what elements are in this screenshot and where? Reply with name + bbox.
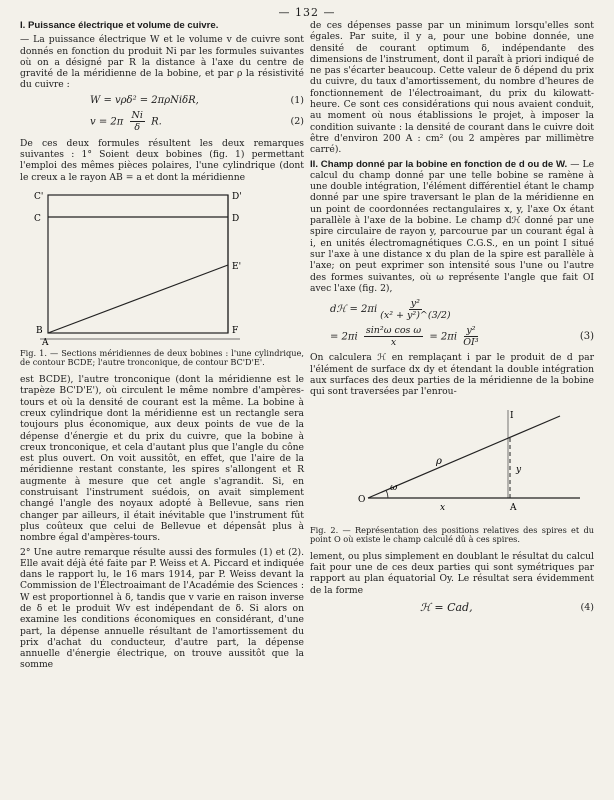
label-d: D xyxy=(232,213,240,224)
formula-2-number: (2) xyxy=(290,116,304,128)
formula-1-number: (1) xyxy=(290,94,304,106)
outer-rectangle xyxy=(48,195,228,333)
formula-3-fraction-1: $\frac{\text{y²}}{\text{(x² + y²)\textasciicircum{}(3/2)}}$ xyxy=(380,298,451,322)
label-x: x xyxy=(440,502,446,513)
paragraph: — La puissance électrique W et le volume v de cuivre sont donnés en fonction du produit Ni par les formules suivantes où on a désigné par R la distance à l'axe du centre de gravité de la méridienne de la bobine, et par ρ la résistivité du cuivre : xyxy=(20,34,304,91)
formula-4-number: (4) xyxy=(580,601,594,613)
omega-arc xyxy=(386,490,388,498)
formula-1-body: W = vρδ² = 2πρNiδR, xyxy=(90,94,199,106)
formula-2-fraction: $\frac{Ni}{\delta}$ xyxy=(131,110,143,134)
figure-2-diagram xyxy=(310,402,594,522)
label-a: A xyxy=(510,502,517,513)
formula-3-fraction-3: $\frac{\text{y²}}{\text{OI³}}$ xyxy=(463,324,479,349)
formula-3-eq2: = 2πi xyxy=(330,331,358,343)
paragraph: 2° Une autre remarque résulte aussi des formules (1) et (2). Elle avait déjà été faite par P. Weiss et A. Piccard et indiquée dans le rapport lu, le 16 mars 1914, par P. Weiss devant la Commission de l'Électroaimant de l'Académie des Sciences : W est proportionnel à δ, tandis que v varie en raison inverse de δ et le produit Wv est indépendant de δ. Si alors on examine les conditions économiques en considérant, d'une part, la dépense annuelle résultant de l'amortissement du prix d'achat du conducteur, d'autre part, la dépense annuelle d'énergie électrique, on trouve aussitôt que la somme xyxy=(20,546,304,671)
label-f: F xyxy=(232,325,239,336)
formula-1 xyxy=(20,95,304,106)
formula-4 xyxy=(310,602,594,613)
label-o: O xyxy=(358,494,366,505)
label-d-prime: D' xyxy=(232,191,242,202)
formula-3 xyxy=(330,298,594,348)
formula-3-eq3: = 2πi xyxy=(429,331,458,343)
label-e-prime: E' xyxy=(232,261,242,272)
formula-2-lhs: v = 2π xyxy=(90,116,124,128)
figure-1-caption: Fig. 1. — Sections méridiennes de deux bobines : l'une cylindrique, de contour BCDE; l'autre tronconique, de contour BC'D'E'. xyxy=(20,347,304,368)
formula-2 xyxy=(20,110,304,134)
label-c-prime: C' xyxy=(34,191,44,202)
paragraph: De ces deux formules résultent les deux remarques suivantes : 1° Soient deux bobines (fig. 1) permettant l'emploi des mêmes pièces polaires, l'une cylindrique (dont le creux a le rayon AB = a et dont la méridienne xyxy=(20,137,304,183)
label-rho: ρ xyxy=(436,455,442,467)
section-heading-1: I. Puissance électrique et volume de cuivre. xyxy=(20,20,219,31)
formula-3-lhs: dℋ = 2πi xyxy=(330,304,378,316)
paragraph: est BCDE), l'autre tronconique (dont la méridienne est le trapèze BC'D'E'), où circulent le même nombre d'ampères-tours et où la densité de courant est la même. La bobine à creux cylindrique dont la méridienne est un rectangle sera toujours plus économique, aux deux points de vue de la dépense d'énergie et du prix du cuivre, que la bobine à creux tronconique, et cela d'autant plus que l'angle du cône est plus ouvert. On voit aussitôt, en effet, que l'aire de la méridienne restant constante, les spires s'allongent et R augmente à mesure que cet angle s'agrandit. Si, en construisant l'instrument suédois, on avait simplement changé l'angle des noyaux adopté à Bellevue, sans rien changer par ailleurs, il était inévitable que l'instrument fût plus coûteux que celui de Bellevue et dépensât plus à nombre égal d'ampères-tours. xyxy=(20,374,304,544)
label-y: y xyxy=(516,464,522,475)
page-number: — 132 — xyxy=(278,6,336,19)
label-i: I xyxy=(510,410,514,421)
paragraph: de ces dépenses passe par un minimum lorsqu'elles sont égales. Par suite, il y a, pour une bobine donnée, une densité de courant optimum δ, indépendante des dimensions de l'instrument, dont il paraît à priori indiqué de ne pas s'écarter beaucoup. Cette valeur de δ dépend du prix du cuivre, du taux d'amortissement, du nombre d'heures de fonctionnement de l'électroaimant, du prix du kilowatt-heure. Ce sont ces considérations qui nous avaient conduit, au moment où nous établissions le projet, à imposer la condition suivante : la densité de courant dans le cuivre doit être d'environ 200 A : cm² (ou 2 ampères par millimètre carré). xyxy=(310,20,594,156)
left-column xyxy=(20,20,304,674)
label-a: A xyxy=(42,337,49,345)
formula-4-body: ℋ = Cad, xyxy=(420,600,473,614)
label-omega: ω xyxy=(390,482,398,493)
paragraph: lement, ou plus simplement en doublant le résultat du calcul fait pour une de ces deux parties qui sont symétriques par rapport au plan équatorial Oy. Le résultat sera évidemment de la forme xyxy=(310,550,594,596)
formula-3-fraction-2: $\frac{\text{sin²ω cos ω}}{x}$ xyxy=(365,324,422,349)
formula-2-rhs: R. xyxy=(151,116,162,128)
figure-2-caption: Fig. 2. — Représentation des positions relatives des spires et du point O où existe le champ calculé dû à ces spires. xyxy=(310,524,594,545)
label-c: C xyxy=(34,213,41,224)
be-prime-line xyxy=(48,265,228,333)
label-b: B xyxy=(36,325,43,336)
section-heading-2: II. Champ donné par la bobine en fonction de d ou de W. — Le calcul du champ donné par une telle bobine se ramène à une double intégration, l'élément différentiel étant le champ donné par une spire traversant le plan de la méridienne en un point de coordonnées rectangulaires x, y, l'axe Ox étant parallèle à l'axe de la bobine. Le champ dℋ donné par une spire circulaire de rayon y, parcourue par un courant égal à i, en unités électromagnétiques C.G.S., en un point I situé sur l'axe à une distance x du plan de la spire est parallèle à l'axe; on peut exprimer son intensité sous l'une ou l'autre des formes suivantes, où ω représente l'angle que fait OI avec l'axe (fig. 2), xyxy=(310,158,595,294)
paragraph: On calculera ℋ en remplaçant i par le produit de d par l'élément de surface dx dy et étendant la double intégration aux surfaces des deux parties de la méridienne de la bobine qui sont traversées par l'enrou- xyxy=(310,352,594,398)
right-column xyxy=(310,20,594,613)
figure-1-diagram xyxy=(20,187,304,345)
formula-3-number: (3) xyxy=(579,330,594,342)
